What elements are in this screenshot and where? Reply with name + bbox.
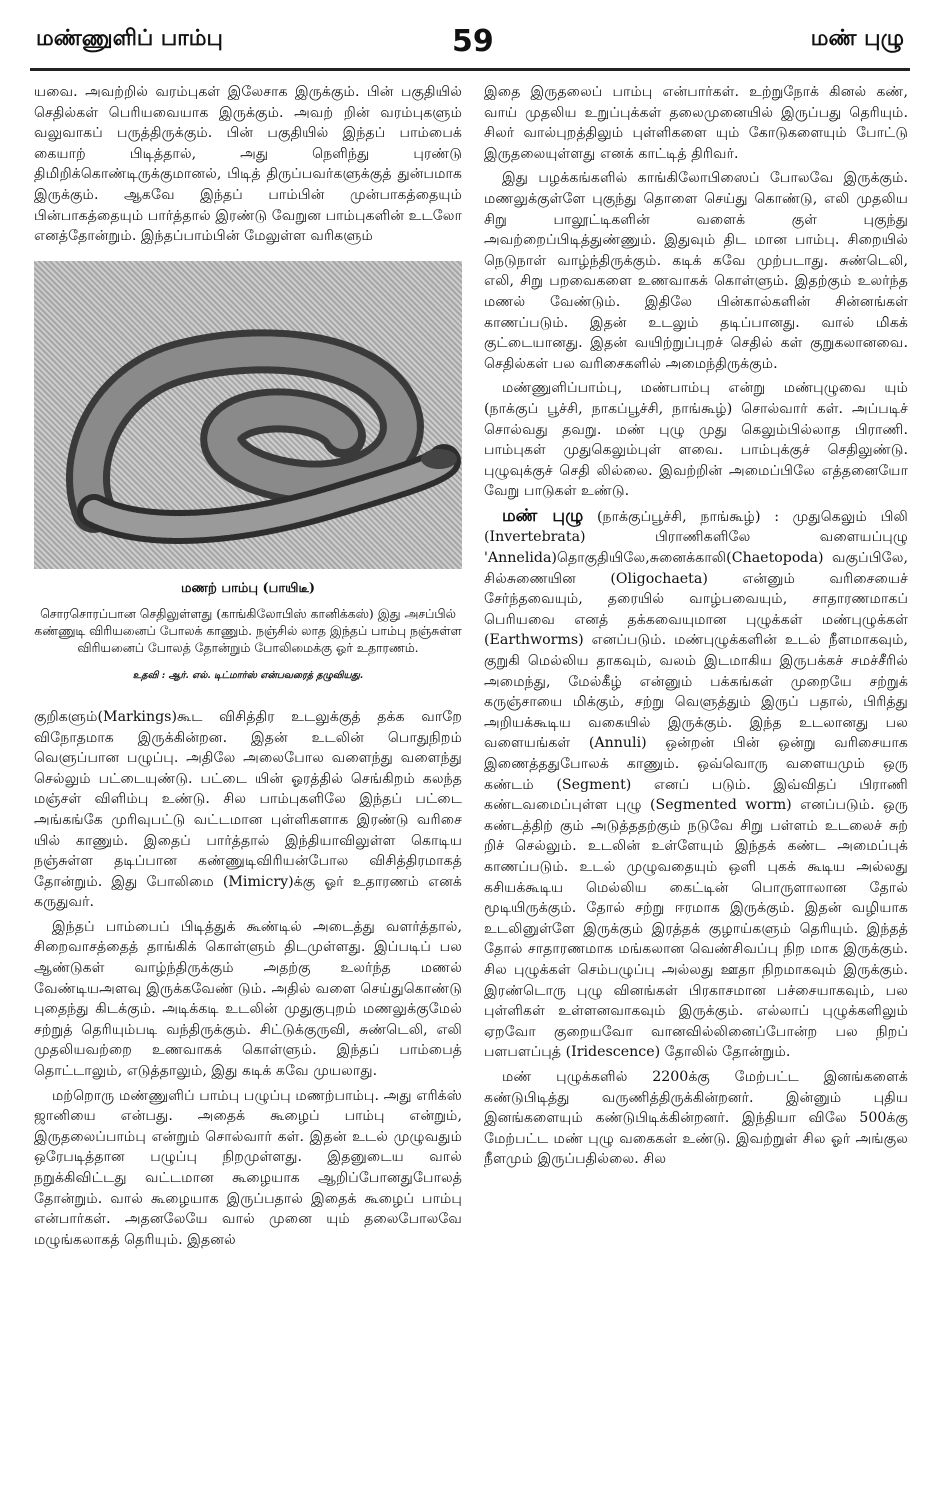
left-paragraph-3: இந்தப் பாம்பைப் பிடித்துக் கூண்டில் அடைத்து வளர்த்தால், சிறைவாசத்தைத் தாங்கிக் கொள்ளும் திடமுள்ளது. இப்படிப் பல ஆண்டுகள் வாழ்ந்திருக்கும் அதற்கு உலர்ந்த மணல் வேண்டியஅளவு இருக்கவேண் டும். அதில் வளை செய்துகொண்டு புதைந்து கிடக்கும். அடிக்கடி உடலின் முதுகுபுறம் மணலுக்குமேல் சற்றுத் தெரியும்படி வந்திருக்கும். சிட்டுக்குருவி, சுண்டெலி, எலி முதலியவற்றை உணவாகக் கொள்ளும். இந்தப் பாம்பைத் தொட்டாலும், எடுத்தாலும், இது கடிக் கவே முயலாது. (34, 918, 462, 1080)
left-column (34, 82, 462, 1254)
left-paragraph-1: யவை. அவற்றில் வரம்புகள் இலேசாக இருக்கும். பின் பகுதியில் செதில்கள் பெரியவையாக இருக்கும். அவற் றின் வரம்புகளும் வலுவாகப் பருத்திருக்கும். பின் பகுதியில் இந்தப் பாம்பைக் கையாற் பிடித்தால், அது நெளிந்து புரண்டு திமிறிக்கொண்டிருக்குமானல், பிடித் திருப்பவர்களுக்குத் துன்பமாக இருக்கும். ஆகவே இந்தப் பாம்பின் முன்பாகத்தையும் பின்பாகத்தையும் பார்த்தால் இரண்டு வேறுன பாம்புகளின் உடலோ எனத்தோன்றும். இந்தப்பாம்பின் மேலுள்ள வரிகளும் (34, 84, 462, 245)
figure-title: மணற் பாம்பு (பாயிடீ) (181, 580, 315, 596)
right-column (484, 82, 908, 1174)
entry-body: (நாக்குப்பூச்சி, நாங்கூழ்) : முதுகெலும் பிலி (Invertebrata) பிராணிகளிலே வளையப்புழு 'Annelida)தொகுதியிலே,சுனைக்காலி(Chaetopoda) வகுப்பிலே, சில்சுணையின (Oligochaeta) என்னும் வரிசையைச் சேர்ந்தவையும், தரையில் வாழ்பவையும், சாதாரணமாகப் பெரியவை எனத் தக்கவையுமான புழுக்கள் மண்புழுக்கள் (Earthworms) எனப்படும். மண்புழுக்களின் உடல் நீளமாகவும், குறுகி மெல்லிய தாகவும், வலம் இடமாகிய இருபக்கச் சமச்சீரில் அமைந்து, மேல்கீழ் என்னும் பக்கங்கள் முறையே சற்றுக் கருஞ்சாயை மிக்கும், சற்று வெளுத்தும் இருப் பதால், பிரித்து அறியக்கூடிய வகையில் இருக்கும். இந்த உடலானது பல வளையங்கள் (Annuli) ஒன்றன் பின் ஒன்று வரிசையாக இணைத்ததுபோலக் காணும். ஒவ்வொரு வளையமும் ஒரு கண்டம் (Segment) எனப் படும். இவ்விதப் பிராணி கண்டவமைப்புள்ள புழு (Segmented worm) எனப்படும். ஒரு கண்டத்திற் கும் அடுத்ததற்கும் நடுவே சிறு பள்ளம் உடலைச் சுற் றிச் செல்லும். உடலின் உள்ளேயும் இந்தக் கண்ட அமைப்புக் காணப்படும். உடல் முழுவதையும் ஒளி புகக் கூடிய அல்லது கசியக்கூடிய மெல்லிய கைட்டின் பொருளாலான தோல் மூடியிருக்கும். தோல் சற்று ஈரமாக இருக்கும். இதன் வழியாக உடலினுள்ளே இருக்கும் இரத்தக் குழாய்களும் தெரியும். இந்தத் தோல் சாதாரணமாக மங்கலான வெண்சிவப்பு நிற மாக இருக்கும். சில புழுக்கள் செம்பழுப்பு அல்லது ஊதா நிறமாகவும் இருக்கும். இரண்டொரு புழு வினங்கள் பிரகாசமான பச்சையாகவும், பல புள்ளிகள் உள்ளனவாகவும் இருக்கும். எல்லாப் புழுக்களிலும் ஏறவோ குறையவோ வானவில்லினைப்போன்ற பல நிறப் பளபளப்புத் (Iridescence) தோலில் தோன்றும். (484, 508, 908, 1061)
header-rule (30, 68, 910, 71)
running-head-right: மண் புழு (810, 26, 904, 51)
earthworm-entry (484, 506, 908, 1063)
running-head-left: மண்ணுளிப் பாம்பு (36, 26, 223, 51)
right-paragraph-5: மண் புழுக்களில் 2200க்கு மேற்பட்ட இனங்களைக் கண்டுபிடித்து வருணித்திருக்கின்றனர். இன்னும் புதிய இனங்களையும் கண்டுபிடிக்கின்றனர். இந்தியா விலே 500க்கு மேற்பட்ட மண் புழு வகைகள் உண்டு. இவற்றுள் சில ஓர் அங்குல நீளமும் இருப்பதில்லை. சில (484, 1068, 908, 1168)
right-paragraph-2: இது பழக்கங்களில் காங்கிலோபிஸைப் போலவே இருக்கும். மணலுக்குள்ளே புகுந்து தொளை செய்து கொண்டு, எலி முதலிய சிறு பாலூட்டிகளின் வளைக் குள் புகுந்து அவற்றைப்பிடித்துண்ணும். இதுவும் திட மான பாம்பு. சிறையில் நெடுநாள் வாழ்ந்திருக்கும். கடிக் கவே முற்படாது. சுண்டெலி, எலி, சிறு பறவைகளை உணவாகக் கொள்ளும். இதற்கும் உலர்ந்த மணல் வேண்டும். இதிலே பின்கால்களின் சின்னங்கள் காணப்படும். இதன் உடலும் தடிப்பானது. வால் மிகக் குட்டையானது. இதன் வயிற்றுப்புறச் செதில் கள் குறுகலானவை. செதில்கள் பல வரிசைகளில் அமைந்திருக்கும். (484, 170, 908, 372)
right-paragraph-3: மண்ணுளிப்பாம்பு, மண்பாம்பு என்று மண்புழுவை யும் (நாக்குப் பூச்சி, நாகப்பூச்சி, நாங்கூழ்) சொல்வார் கள். அப்படிச் சொல்வது தவறு. மண் புழு முது கெலும்பில்லாத பிராணி. பாம்புகள் முதுகெலும்புள் ளவை. பாம்புக்குச் செதிலுண்டு. புழுவுக்குச் செதி லில்லை. இவற்றின் அமைப்பிலே எத்தனையோ வேறு பாடுகள் உண்டு. (484, 380, 908, 500)
snake-illustration (34, 261, 462, 569)
figure-caption: சொரசொரப்பான செதிலுள்ளது (காங்கிலோபிஸ் கானிக்கஸ்) இது அசப்பில் கண்ணுடி விரியனைப் போலக் காணும். நஞ்சில் லாத இந்தப் பாம்பு நஞ்சுள்ள விரியனைப் போலத் தோன்றும் போலிமைக்கு ஓர் உதாரணம். (34, 606, 462, 656)
page-number: 59 (452, 24, 494, 59)
right-paragraph-1: இதை இருதலைப் பாம்பு என்பார்கள். உற்றுநோக் கினல் கண், வாய் முதலிய உறுப்புக்கள் தலைமுனையில் இருப்பது தெரியும். சிலர் வால்புறத்திலும் புள்ளிகளை யும் கோடுகளையும் போட்டு இருதலையுள்ளது எனக் காட்டித் திரிவர். (484, 84, 908, 162)
page-header (0, 0, 940, 70)
entry-headword: மண் புழு (502, 505, 584, 526)
left-paragraph-2: குறிகளும்(Markings)கூட விசித்திர உடலுக்குத் தக்க வாறே விநோதமாக இருக்கின்றன. இதன் உடலின் பொதுநிறம் வெளுப்பான பழுப்பு. அதிலே அலைபோல வளைந்து வளைந்து செல்லும் பட்டையுண்டு. பட்டை யின் ஓரத்தில் செங்கிறம் கலந்த மஞ்சள் விளிம்பு உண்டு. சில பாம்புகளிலே இந்தப் பட்டை அங்கங்கே முரிவுபட்டு வட்டமான புள்ளிகளாக இரண்டு வரிசை யில் காணும். இதைப் பார்த்தால் இந்தியாவிலுள்ள கொடிய நஞ்சுள்ள தடிப்பான கண்ணுடிவிரியன்போல விசித்திரமாகத் தோன்றும். இது போலிமை (Mimicry)க்கு ஓர் உதாரணம் எனக் கருதுவர். (34, 708, 462, 911)
left-paragraph-4: மற்றொரு மண்ணுளிப் பாம்பு பழுப்பு மணற்பாம்பு. அது எரிக்ஸ் ஜானியை என்பது. அதைக் கூழைப் பாம்பு என்றும், இருதலைப்பாம்பு என்றும் சொல்வார் கள். இதன் உடல் முழுவதும் ஒரேபடித்தான பழுப்பு நிறமுள்ளது. இதனுடைய வால் நறுக்கிவிட்டது வட்டமான கூழையாக ஆறிப்போனதுபோலத் தோன்றும். வால் கூழையாக இருப்பதால் இதைக் கூழைப் பாம்பு என்பார்கள். அதனலேயே வால் முனை யும் தலைபோலவே மழுங்கலாகத் தெரியும். இதனல் (34, 1087, 462, 1248)
figure-credit: உதவி : ஆர். எல். டிட்மார்ஸ் என்பவரைத் தழுவியது. (132, 670, 364, 682)
sand-boa-photo (34, 261, 462, 569)
